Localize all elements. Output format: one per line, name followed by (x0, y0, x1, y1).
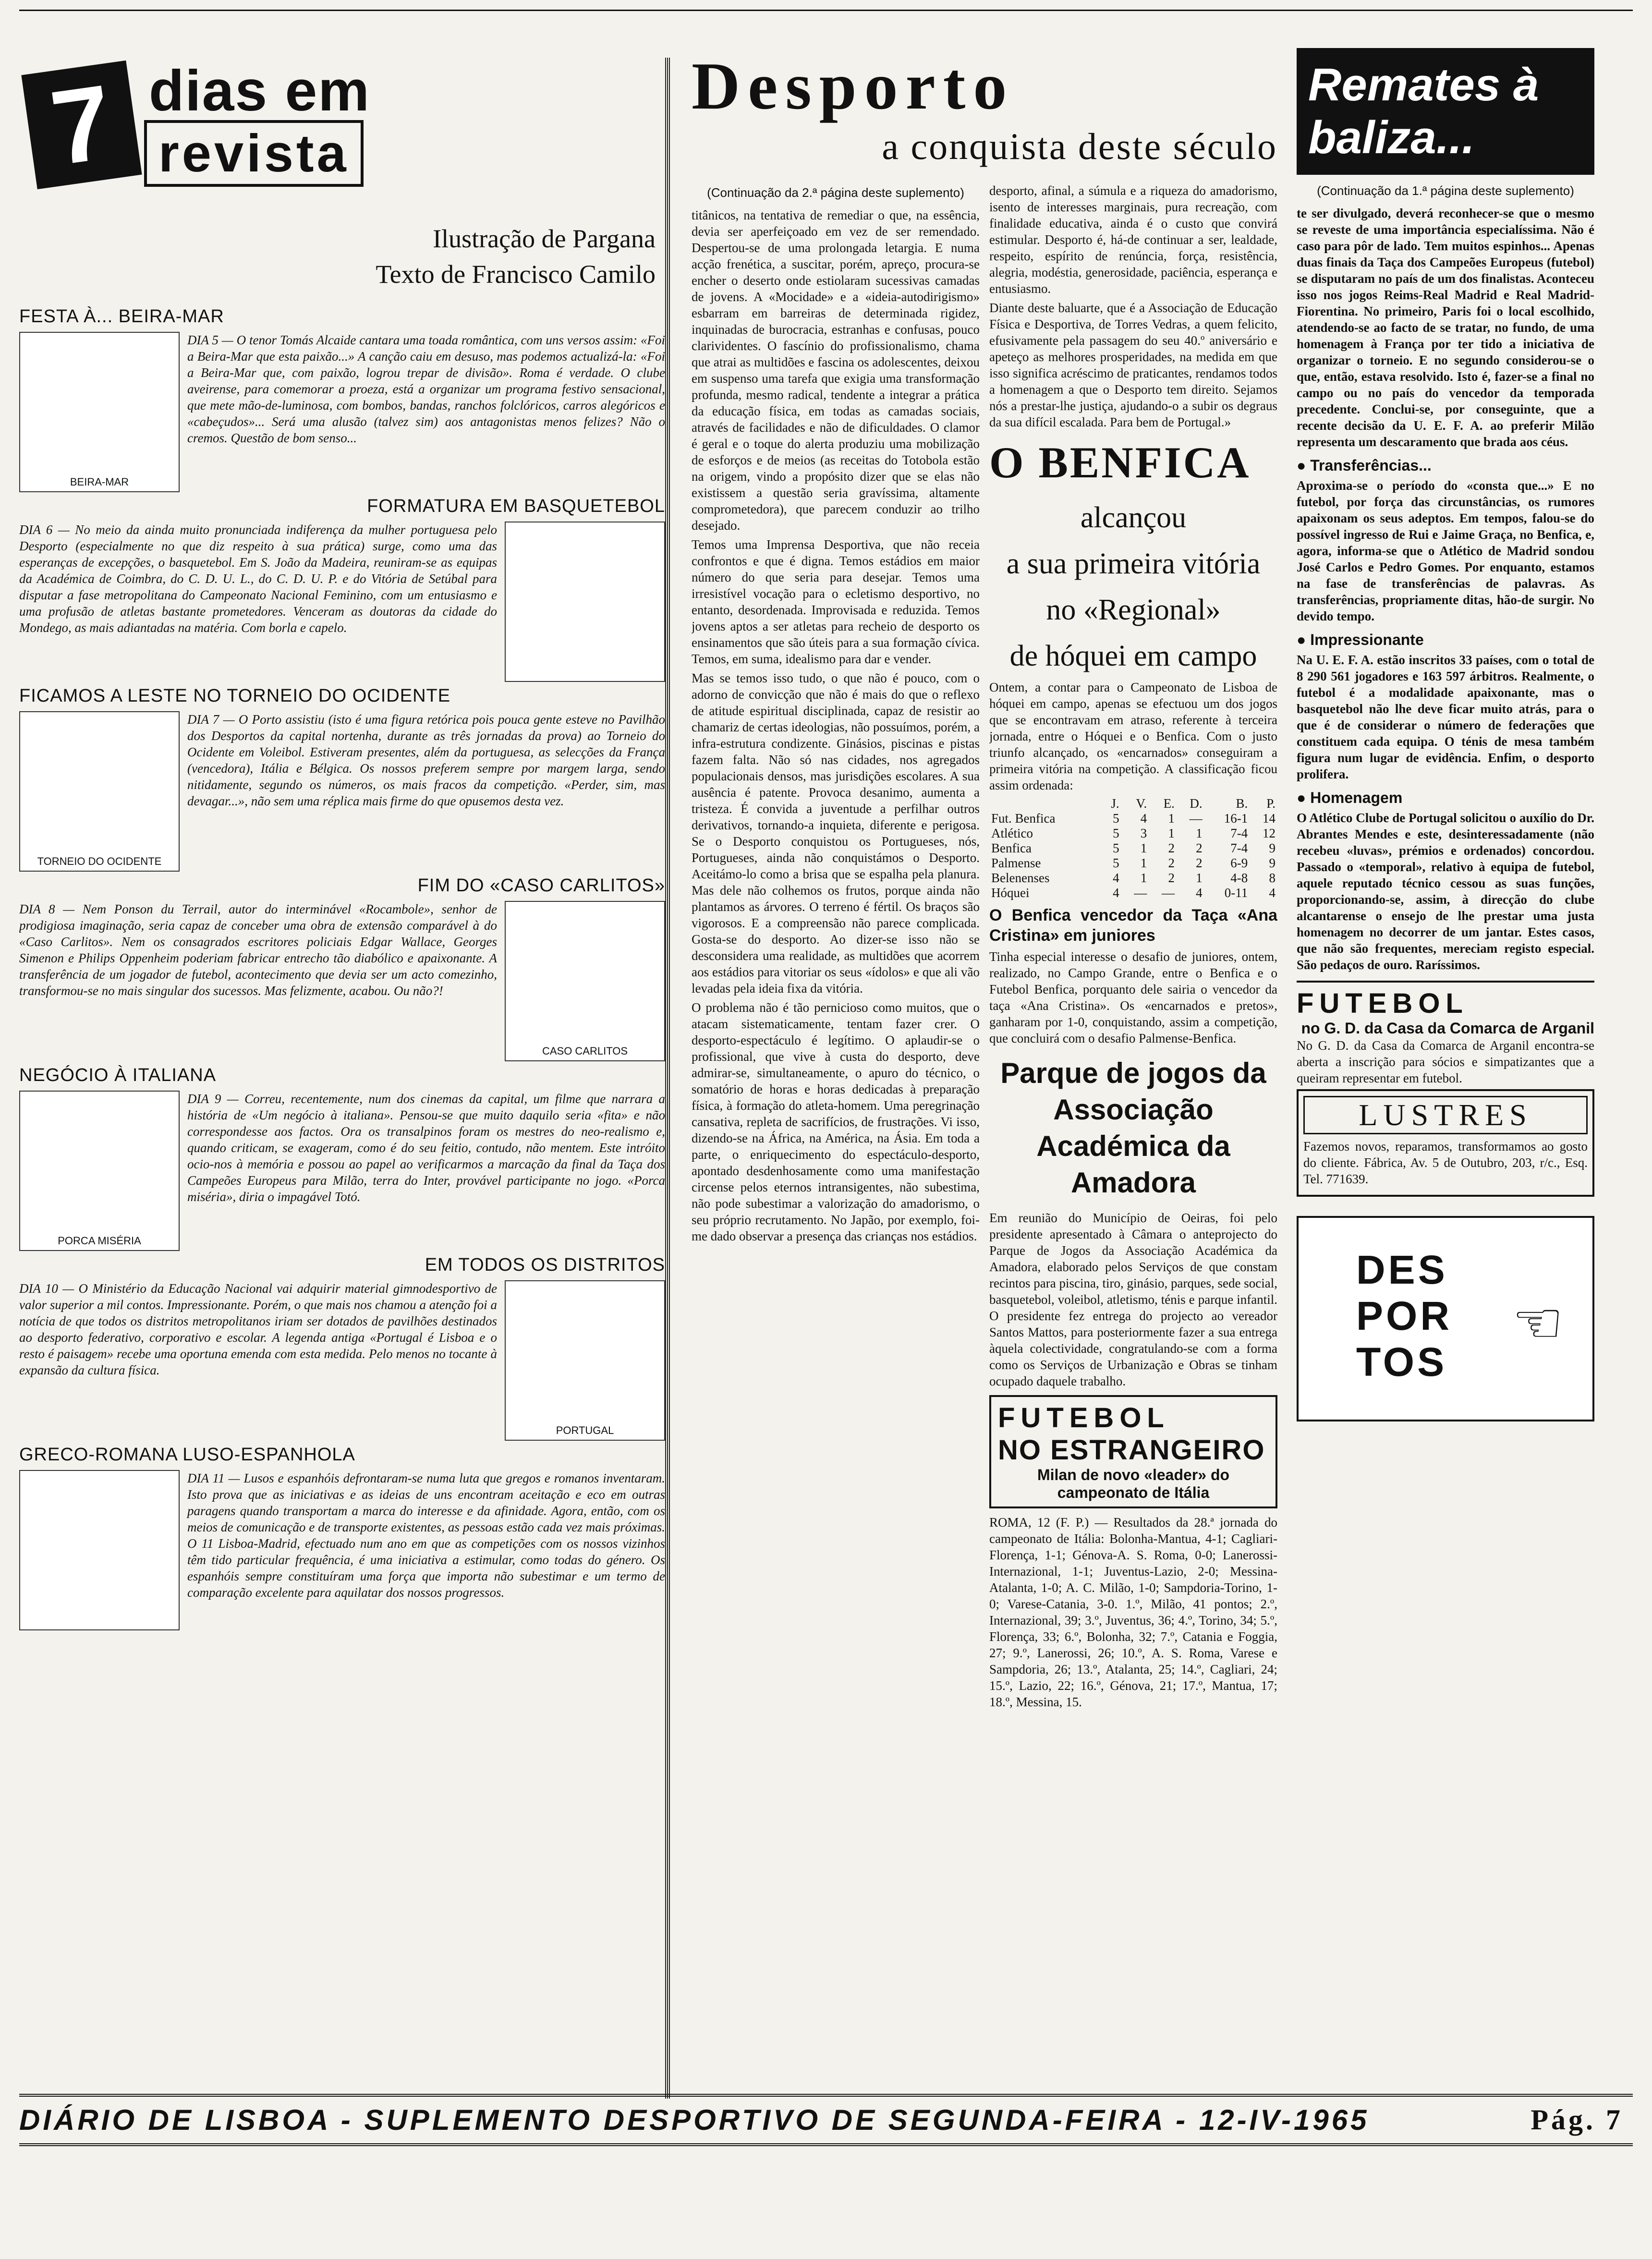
logo-words: dias em (149, 59, 370, 123)
estrangeiro-title-1: FUTEBOL (998, 1402, 1170, 1433)
table-header: V. (1136, 796, 1147, 811)
cartoon-portugal-map (505, 1280, 665, 1441)
desporto-title: Desporto (692, 49, 1015, 123)
table-row: Hóquei 4 — — 4 0-11 4 (991, 886, 1275, 900)
lustres-title: LUSTRES (1303, 1096, 1588, 1134)
cartoon-binoculars (19, 711, 180, 872)
page-footer (19, 2094, 1633, 2146)
remates-title: Remates à baliza... (1297, 48, 1594, 175)
text-credit: Texto de Francisco Camilo (376, 260, 656, 289)
cartoon-basketball-player (505, 522, 665, 682)
bullet-heading-text: Homenagem (1310, 789, 1403, 806)
cartoon-label: PORCA MISÉRIA (58, 1235, 141, 1247)
desporto-column-1 (692, 182, 980, 2103)
benfica-sub-1: alcançou (1080, 501, 1187, 534)
vencedor-text: Tinha especial interesse o desafio de juniores, ontem, realizado, no Campo Grande, entre o Benfica e o Futebol Benfica, porquanto dele sairia o vencedor da taça «Ana Cristina». Os «encarnados e pretos», ganharam por 1-0, conquistando, assim a competição, que concluirá com o desafio Palmense-Benfica. (989, 949, 1277, 1045)
cartoon-wrestlers (19, 1470, 180, 1630)
table-row: Atlético 5 3 1 1 7-4 12 (991, 826, 1275, 840)
benfica-sub-3: no «Regional» (1046, 594, 1221, 626)
section-text: DIA 9 — Correu, recentemente, num dos cinemas da capital, um filme que narrara a história de «Um negócio à italiana». Pensou-se que muito daquilo seria «fita» e não correspondesse aos factos. Ora os transalpinos foram os mestres do neo-realismo e, quando criticam, se exageram, como é do seu feitio, contudo, não mentem. Este intróito ocio-nos à memória e possou ao papel ao verificarmos a marcação da final da Taça dos Campeões Europeus para Milão, terra do Inter, provável participante no jogo. «Porca miséria», diria o impagável Totó. (187, 1092, 665, 1204)
section-title: FORMATURA EM BASQUETEBOL (367, 496, 665, 516)
page-number: Pág. 7 (1531, 2104, 1623, 2136)
article-paragraph: Diante deste baluarte, que é a Associação de Educação Física e Desportiva, de Torres Vedras, a quem felicito, efusivamente pela passagem do seu 40.º aniversário e apeteço as melhores prosperidades, na medida em que isso significa acréscimo de praticantes, rendamos todos a homenagem a que o Desporto tem direito. Sejamos nós a prestar-lhe justiça, ajudando-o a subir os degraus da sua difícil escalada. Para bem de Portugal.» (989, 301, 1277, 429)
desportos-ad (1297, 1216, 1594, 1421)
section-title: EM TODOS OS DISTRITOS (425, 1255, 665, 1275)
bullet-text: Na U. E. F. A. estão inscritos 33 países, com o total de 8 290 561 jogadores e 163 597 árbitros. Realmente, o futebol é a modalidade apaixonante, mas o basquetebol não lhe deve ficar muito atrás, para o que é de considerar o número de federações que constituem cada equipa. O ténis de mesa também figura num lugar de evidência. Enfim, o desporto prolifera. (1297, 653, 1594, 781)
illustration-credit: Ilustração de Pargana (433, 224, 656, 253)
desporto-headline (692, 49, 1277, 168)
table-header: P. (1266, 796, 1275, 811)
cartoon-label: CASO CARLITOS (542, 1045, 628, 1057)
bullet-text: Aproxima-se o período do «consta que...» E no futebol, por força das circunstâncias, os rumores apaixonam os seus adeptos. Em tempos, falou-se do possível ingresso de Rui e Jaime Graça, no Benfica, e, agora, informa-se que o Atlético de Madrid sondou José Carlos e Pedro Gomes. Por enquanto, estamos na fase de transferências de palavras. As transferências, propriamente ditas, hão-de surgir. No devido tempo. (1297, 478, 1594, 623)
section-text: DIA 11 — Lusos e espanhóis defrontaram-se numa luta que gregos e romanos inventaram. Isto prova que as iniciativas e as ideias de uns encontram aceitação e eco em outras paragens quando transportam a marca do interesse e da afinidade. Agora, então, com os meios de comunicação e de transporte existentes, as pessoas estão cada vez mais próximas. O 11 Lisboa-Madrid, efectuado num ano em que as competições com os nossos vizinhos têm tido particular frequência, é uma iniciativa a estimular, como todas do género. Os espanhóis sempre constituíram uma força que importa não subestimar e um termo de comparação excelente para aquilatar dos nossos progressos. (187, 1471, 665, 1600)
estrangeiro-text: ROMA, 12 (F. P.) — Resultados da 28.ª jornada do campeonato de Itália: Bolonha-Mantua, 4-1; Cagliari-Florença, 1-1; Génova-A. S. Roma, 0-0; Lanerossi-Internazional, 1-1; Juventus-Lazio, 2-0; Messina-Atalanta, 1-0; A. C. Milão, 1-0; Sampdoria-Torino, 1-0; Varese-Catania, 3-0. 1.º, Milão, 41 pontos; 2.º, Internazional, 39; 3.º, Juventus, 36; 4.º, Torino, 34; 5.º, Florença, 33; 6.º, Bolonha, 32; 7.º, Catania e Foggia, 27; 9.º, Lanerossi, 26; 10.º, A. S. Roma, Varese e Sampdoria, 26; 13.º, Atalanta, 25; 14.º, Cagliari, 24; 15.º, Lazio, 22; 16.º, Génova, 21; 17.º, Mantua, 17; 18.º, Messina, 15. (989, 1515, 1277, 1709)
continuation-note: (Continuação da 1.ª página deste suplemento) (1317, 183, 1574, 198)
article-paragraph: desporto, afinal, a súmula e a riqueza do amadorismo, isento de interesses marginais, pura recreação, com finalidade educativa, ainda é o custo que convirá estimular. Desporto é, há-de continuar a ser, lealdade, respeito, espírito de renúncia, força, resistência, alegria, modéstia, generosidade, paciência, esperança e entusiasmo. (989, 183, 1277, 296)
cartoon-label: BEIRA-MAR (70, 476, 129, 488)
column-rule (665, 58, 670, 2099)
section-text: DIA 6 — No meio da ainda muito pronunciada indiferença da mulher portuguesa pelo Desporto (especialmente no que diz respeito à sua prática) surge, como uma das esperanças de excepções, o basquetebol. Em S. João da Madeira, reuniram-se as equipas da Académica de Coimbra, do C. D. U. L., do C. D. U. P. e do Vitória de Setúbal para disputar a fase metropolitana do Campeonato Nacional Feminino, com um entusiasmo e uma profusão de atletas bastante prometedores. Venceram as doutoras da cidade do Mondego, as mais adiantadas na matéria. Com borla e capelo. (19, 522, 497, 635)
parque-text: Em reunião do Município de Oeiras, foi pelo presidente apresentado à Câmara o anteprojecto do Parque de Jogos da Associação Académica da Amadora, elaborado pelos Serviços de que constam recintos para piscina, tiro, ginásio, parques, sede social, basquetebol, voleibol, atletismo, ténis e parque infantil. O presidente fez entrega do projecto ao vereador Santos Mattos, para posteriormente fazer a sua entrega àquela colectividade, congratulando-se com a forma como os Serviços de Urbanização e Obras se tinham ocupado daquele trabalho. (989, 1211, 1277, 1388)
footer-title: DIÁRIO DE LISBOA - SUPLEMENTO DESPORTIVO DE SEGUNDA-FEIRA - 12-IV-1965 (19, 2104, 1370, 2136)
pointing-hand-icon: ☜ (1512, 1291, 1564, 1355)
remates-column (1297, 48, 1594, 2084)
lustres-ad (1297, 1089, 1594, 1197)
top-rule (19, 10, 1633, 11)
table-header: J. (1111, 796, 1119, 811)
hockey-standings-table (989, 796, 1277, 900)
table-row: Benfica 5 1 2 2 7-4 9 (991, 841, 1275, 855)
ad-line: TOS (1356, 1339, 1447, 1385)
estrangeiro-title-2: NO ESTRANGEIRO (998, 1434, 1265, 1466)
section-title: FESTA À... BEIRA-MAR (19, 306, 224, 327)
section-text: DIA 10 — O Ministério da Educação Nacional vai adquirir material gimnodesportivo de valor superior a mil contos. Impressionante. Porém, o que mais nos chamou a atenção foi a notícia de que todos os distritos metropolitanos iriam ser dotados de pavilhões destinados ao desporto federativo, corporativo e escolar. A legenda antiga «Portugal é Lisboa e o resto é paisagem» recebe uma oportuna emenda com esta medida. Pelo menos no tocante à expansão da cultura física. (19, 1281, 497, 1377)
section-title: NEGÓCIO À ITALIANA (19, 1065, 217, 1085)
seven-days-logo (19, 48, 665, 206)
bullet-heading: ● Homenagem (1297, 789, 1403, 806)
vencedor-title: O Benfica vencedor da Taça «Ana Cristina» em juniores (989, 906, 1277, 945)
cartoon-caso-carlitos (505, 901, 665, 1061)
cartoon-label: PORTUGAL (556, 1424, 614, 1436)
bullet-text: O Atlético Clube de Portugal solicitou o auxílio do Dr. Abrantes Mendes e este, desinteressadamente (não recebeu «luvas», prémios e ordenados) concordou. Passado o «temporal», relativo à equipa de futebol, aquele reputado técnico cessou as suas funções, proporcionando-se, assim, à direcção do clube alcantarense o ensejo de lhe prestar uma justa homenagem no decorrer de um jantar. Estes casos, que não são frequentes, mereciam registo especial. São pedaços de ouro. Raríssimos. (1297, 811, 1594, 972)
logo-revista: revista (144, 120, 364, 187)
section-title: FIM DO «CASO CARLITOS» (417, 875, 665, 896)
section-title: FICAMOS A LESTE NO TORNEIO DO OCIDENTE (19, 686, 451, 706)
arganil-text: No G. D. da Casa da Comarca de Arganil encontra-se aberta a inscrição para sócios e simpatizantes que a queiram representar em futebol. (1297, 1038, 1594, 1085)
article-paragraph: Mas se temos isso tudo, o que não é pouco, com o adorno de convicção que não é mais do que o reflexo de atitude espiritual disciplinada, capaz de resistir ao chamariz de certas ideologias, não possuímos, porém, a infra-estrutura condizente. Ginásios, piscinas e pistas fazem falta. Não só nas cidades, nos agregados populacionais densos, mas jurisdições escolares. A sua ausência é patente. Provoca desanimo, aumenta a tristeza. É convida a juventude a perfilhar outros derivativos, tornando-a inquieta, diferente e perigosa. Se o Desporto conquistou os Portugueses, nós, Portugueses, ainda não conquistámos o Desporto. Aceitámo-lo como a brisa que se espalha pela planura. Mas dele não colhemos os frutos, porque ainda não plantamos as árvores. O terreno é fértil. Os braços são vigorosos. E a compreensão não parece complicada. Gosta-se do desporto. Ao dizer-se isso não se desconsidera uma realidade, as multidões que acorrem aos estádios para vitoriar os seus «ídolos» e que ali vão levadas pela ideia fixa da vitória. (692, 671, 980, 996)
benfica-sub-2: a sua primeira vitória (1006, 547, 1261, 580)
table-header: D. (1190, 796, 1203, 811)
section-text: DIA 8 — Nem Ponson du Terrail, autor do interminável «Rocambole», senhor de prodigiosa imaginação, seria capaz de conceber uma obra de extensão comparável à do «Caso Carlitos». Nem os consagrados escritores policiais Edgar Wallace, Georges Simenon e Philips Oppenheim poderiam fabricar entrecho tão diabólico e apaixonante. A transferência de um jogador de futebol, acontecimento que devia ser um acto comezinho, transformou-se no mais singular dos sucessos. Mas felizmente, acabou. Ou não?! (19, 902, 497, 998)
remates-intro: te ser divulgado, deverá reconhecer-se que o mesmo se reveste de uma importância especialíssima. Não é caso para pôr de lado. Tem muitos espinhos... Apenas duas finais da Taça dos Campeões Europeus (futebol) se disputaram no país de um dos finalistas. Aconteceu isso nos jogos Reims-Real Madrid e Real Madrid-Fiorentina. No primeiro, Paris foi o local escolhido, atendendo-se ao facto de se tratar, no fundo, de uma homenagem à França por ter tido a iniciativa de organizar o torneio. E no segundo considerou-se o que, então, estava resolvido. Isto é, fazer-se a final no campo ou no país do vencedor da temporada precedente. Conclui-se, por conseguinte, que a recente decisão da U. E. F. A. ao preferir Milão representa um descaramento que brada aos céus. (1297, 206, 1594, 449)
benfica-sub-4: de hóquei em campo (1009, 640, 1257, 672)
futebol-estrangeiro-box (989, 1395, 1277, 1508)
futebol-arganil (1297, 981, 1594, 1086)
table-row: Fut. Benfica 5 4 1 — 16-1 14 (991, 811, 1275, 826)
section-text: DIA 5 — O tenor Tomás Alcaide cantara uma toada romântica, com uns versos assim: «Foi a Beira-Mar que esta paixão...» A canção caiu em desuso, mas podemos actualizá-la: «Foi a Beira-Mar que, com paixão, logrou trepar de divisão». Roma é verdade. O clube aveirense, para comemorar a proeza, está a organizar um programa festivo sensacional, que mete mão-de-luminosa, com bombos, bandas, ranchos folclóricos, carros alegóricos e «cabeçudos»... Será uma alusão (talvez sim) aos antagonistas menos felizes? Não o cremos. Questão de bom senso... (187, 333, 665, 445)
arganil-sub: no G. D. da Casa da Comarca de Arganil (1301, 1020, 1594, 1037)
bullet-heading: ● Impressionante (1297, 631, 1424, 648)
section-title: GRECO-ROMANA LUSO-ESPANHOLA (19, 1445, 355, 1465)
article-paragraph: titânicos, na tentativa de remediar o que, na essência, devia ser aperfeiçoado em vez de ser remendado. Despertou-se de uma prolongada letargia. E numa acção frenética, a suscitar, porém, apreço, procura-se encher o deserto onde estiolaram sucessivas camadas de jovens. A «Mocidade» e a «ideia-autodirigismo» esbarram em barreiras de determinada rigidez, inquinadas de burocracia, estranhas e confusas, pouco clarividentes. O fascínio do profissionalismo, chama que atrai as multidões e fascina os adolescentes, deixou em suspenso uma tarefa que exigia uma transformação profunda, mesmo radical, tendente a integrar a prática da educação física, em todas as camadas sociais, através de facilidades e não de dificuldades. O clamor é geral e o toque do alerta produziu uma mobilização de esforços e de meios (as receitas do Totobola estão na origem, vindo a propósito dizer que se elas não existissem a questão seria gravíssima, altamente comprometedora), que parecem conduzir ao trilho desejado. (692, 208, 980, 533)
credits (19, 221, 656, 292)
estrangeiro-sub: Milan de novo «leader» do campeonato de Itália (1037, 1466, 1230, 1501)
seven-days-column (19, 48, 665, 2113)
bullet-heading-text: Impressionante (1310, 631, 1424, 648)
bullet-heading-text: Transferências... (1310, 457, 1432, 474)
desporto-column-2 (989, 182, 1277, 2103)
table-header (989, 796, 1101, 811)
section-text: DIA 7 — O Porto assistiu (isto é uma figura retórica pois pouca gente esteve no Pavilhão dos Desportos da capital nortenha, durante as três jornadas da prova) ao Torneio do Ocidente em Voleibol. Estiveram presentes, além da portuguesa, as selecções da França (vencedora), Itália e Bélgica. Os nossos preferem sempre por margem larga, sendo nitidamente, segundo os números, os mais fracos da competição. «Perder, sim, mas devagar...», não sem uma réplica mais firme do que opusemos desta vez. (187, 712, 665, 808)
table-row: Palmense 5 1 2 2 6-9 9 (991, 856, 1275, 870)
table-header: B. (1236, 796, 1248, 811)
article-paragraph: Temos uma Imprensa Desportiva, que não receia confrontos e que é digna. Temos estádios em maior número do que seria para desejar. Temos uma irresistível vocação para o ecletismo desportivo, no entanto, desordenada. Improvisada e reduzida. Temos jovens aptos a ser atletas para recheio de desporto os ensinamentos que são úteis para a sua formação cívica. Temos, em suma, idealismo para dar e vender. (692, 537, 980, 666)
table-header-row (989, 796, 1277, 811)
parque-title: Parque de jogos da Associação Académica da Amadora (1000, 1057, 1266, 1199)
ad-line: POR (1356, 1293, 1453, 1338)
desportos-ad-text (1356, 1247, 1452, 1385)
table-header: E. (1163, 796, 1175, 811)
table-row: Belenenses 4 1 2 1 4-8 8 (991, 871, 1275, 885)
benfica-headline: O BENFICA (989, 438, 1251, 487)
continuation-note: (Continuação da 2.ª página deste suplemento) (707, 185, 964, 200)
cartoon-porca-miseria (19, 1091, 180, 1251)
lustres-text: Fazemos novos, reparamos, transformamos ao gosto do cliente. Fábrica, Av. 5 de Outubro, 203, r/c., Esq. Tel. 771639. (1303, 1139, 1588, 1186)
bullet-heading: ● Transferências... (1297, 457, 1432, 474)
cartoon-label: TORNEIO DO OCIDENTE (37, 855, 162, 867)
cartoon-trumpeter (19, 332, 180, 492)
ad-line: DES (1356, 1247, 1448, 1292)
arganil-title: FUTEBOL (1297, 988, 1469, 1019)
desporto-subtitle: a conquista deste século (882, 125, 1277, 167)
article-paragraph: O problema não é tão pernicioso como muitos, que o atacam sistematicamente, tentam fazer crer. O desporto-espectáculo é legítimo. O aplaudir-se o profissional, que vive à custa do desporto, deve admirar-se, simultaneamente, o apuro do técnico, o somatório de horas e horas dedicadas à preparação física, à formação do atleta-homem. Uma peregrinação cansativa, repleta de sacrifícios, de frustrações. Vi isso, dizendo-se na África, na América, na Ásia. Em toda a parte, o enriquecimento do espectáculo-desporto, apontado desdenhosamente como uma manifestação circense pelos eternos intransigentes, não subestima, não pode subestimar a valorização do amadorismo, o seu próprio recrutamento. No Japão, por exemplo, foi-me dado observar a presença das crianças nos estádios. (692, 1000, 980, 1243)
benfica-text: Ontem, a contar para o Campeonato de Lisboa de hóquei em campo, apenas se efectuou um dos jogos que se encontravam em atraso, referente à terceira jornada, entre o Hóquei e o Benfica. Com o justo triunfo alcançado, os «encarnados» conseguiram a primeira vitória na competição. A classificação ficou assim ordenada: (989, 680, 1277, 792)
logo-number: 7 (21, 61, 142, 189)
